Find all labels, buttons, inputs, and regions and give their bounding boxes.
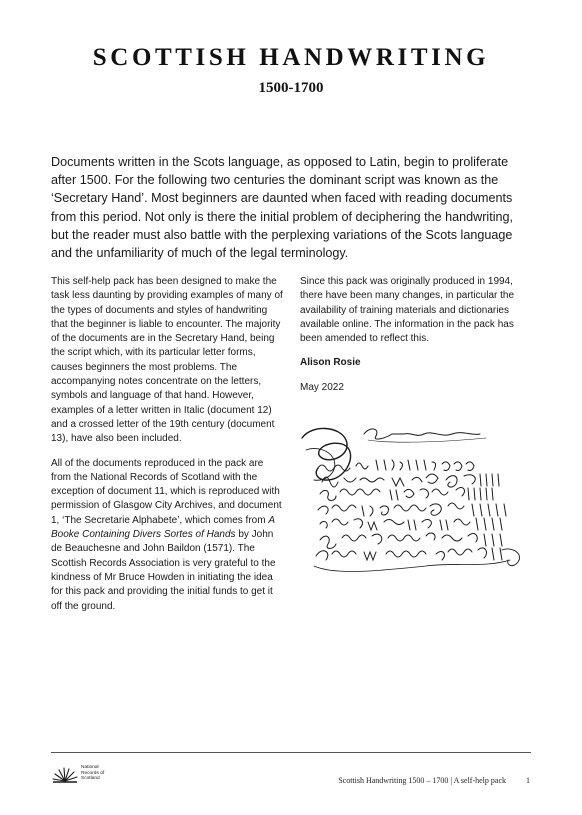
left-paragraph-2-text-b: by John de Beauchesne and John Baildon (1571). The Scottish Records Association is very grateful to the kindness of Mr Bruce Howden in initiating the idea for this pack and providing the initial funds to get it off the ground. (51, 529, 276, 612)
footer-caption-text: Scottish Handwriting 1500 – 1700 | A self-help pack (338, 776, 506, 785)
nrs-logo-icon (51, 765, 79, 787)
nrs-logo-text (81, 765, 104, 782)
logo-line-2: Records of (81, 770, 105, 776)
footer-caption (338, 776, 530, 785)
logo-line-3: Scotland (81, 776, 100, 782)
page-number: 1 (526, 776, 530, 785)
book-title: A Booke Containing Divers Sortes of Hands (51, 514, 275, 541)
left-paragraph-2-text-a: All of the documents reproduced in the pack are from the National Records of Scotland with the exception of document 11, which is reproduced with permission of Glasgow City Archives, and document 1, ‘The Secretarie Alphabete’, which comes from (51, 457, 282, 526)
left-paragraph-1: This self-help pack has been designed to make the task less daunting by providing examples of many of the types of documents and styles of handwriting that the beginner is liable to encounter. The majority of the documents are in the Secretary Hand, being the script which, with its particular letter forms, causes beginners the most problems. The accompanying notes concentrate on the letters, symbols and language of that hand. However, examples of a letter written in Italic (document 12) and a crossed letter of the 19th century (document 13), have also been included. (51, 276, 283, 445)
right-column (300, 275, 538, 405)
logo-line-1: National (81, 765, 99, 770)
footer-divider (51, 752, 531, 753)
document-subtitle: 1500-1700 (258, 80, 324, 96)
left-paragraph-2 (51, 457, 285, 614)
document-title: SCOTTISH HANDWRITING (92, 44, 490, 71)
left-column (51, 275, 285, 624)
secretary-alphabet-illustration (296, 420, 532, 578)
right-paragraph-1: Since this pack was originally produced in 1994, there have been many changes, in particular the availability of training materials and dictionaries available online. The information in the pack has been amended to reflect this. (300, 276, 515, 345)
author-name: Alison Rosie (300, 357, 361, 369)
intro-paragraph: Documents written in the Scots language, as opposed to Latin, begin to proliferate after 1500. For the following two centuries the dominant script was known as the ‘Secretary Hand’. Most beginners are daunted when faced with reading documents from this period. Not only is there the initial problem of deciphering the handwriting, but the reader must also battle with the perplexing variations of the Scots language and the unfamiliarity of much of the legal terminology. (51, 155, 514, 261)
author-date: May 2022 (300, 381, 344, 393)
